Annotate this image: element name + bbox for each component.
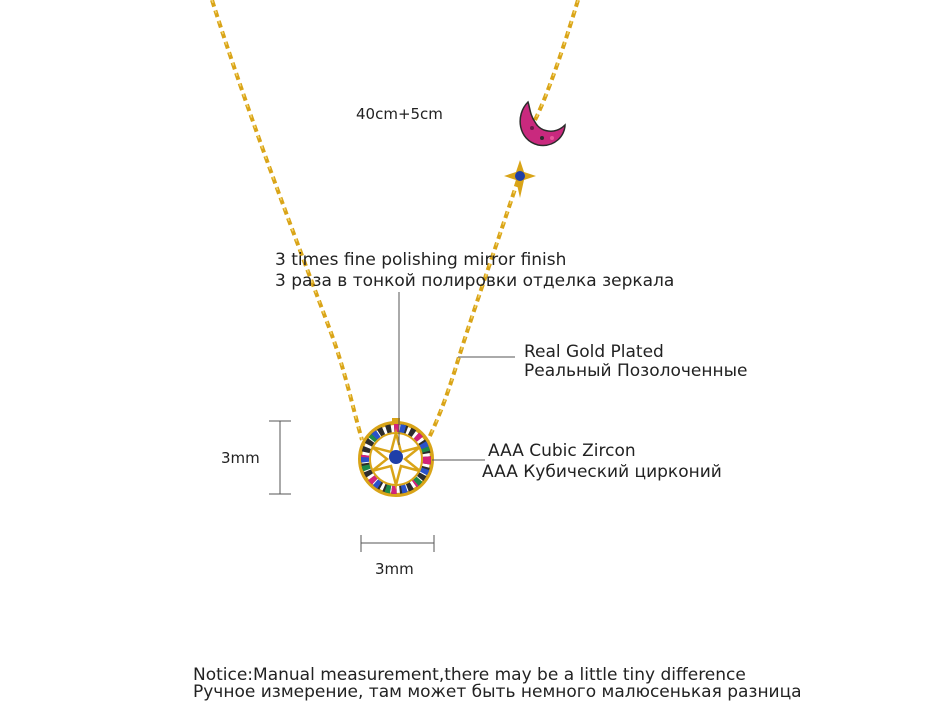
stone-label-ru: AAA Кубический цирконий	[482, 462, 722, 482]
notice-en: Notice:Manual measurement,there may be a little tiny difference	[193, 665, 746, 685]
width-dimension-marker	[361, 535, 434, 552]
width-label: 3mm	[375, 560, 414, 578]
plating-label-ru: Реальный Позолоченные	[524, 361, 748, 381]
height-label: 3mm	[221, 449, 260, 467]
moon-charm	[520, 102, 565, 145]
plating-label-en: Real Gold Plated	[524, 342, 664, 362]
notice-ru: Ручное измерение, там может быть немного малюсенькая разница	[193, 682, 802, 702]
compass-pendant	[360, 418, 432, 495]
polish-label-en: 3 times fine polishing mirror finish	[275, 250, 567, 270]
star-charm	[504, 160, 536, 198]
chain-left	[212, 0, 362, 440]
chain-length-label: 40cm+5cm	[356, 105, 443, 123]
height-dimension-marker	[269, 421, 291, 494]
polish-label-ru: 3 раза в тонкой полировки отделка зеркала	[275, 271, 675, 291]
stone-label-en: AAA Cubic Zircon	[488, 441, 636, 461]
